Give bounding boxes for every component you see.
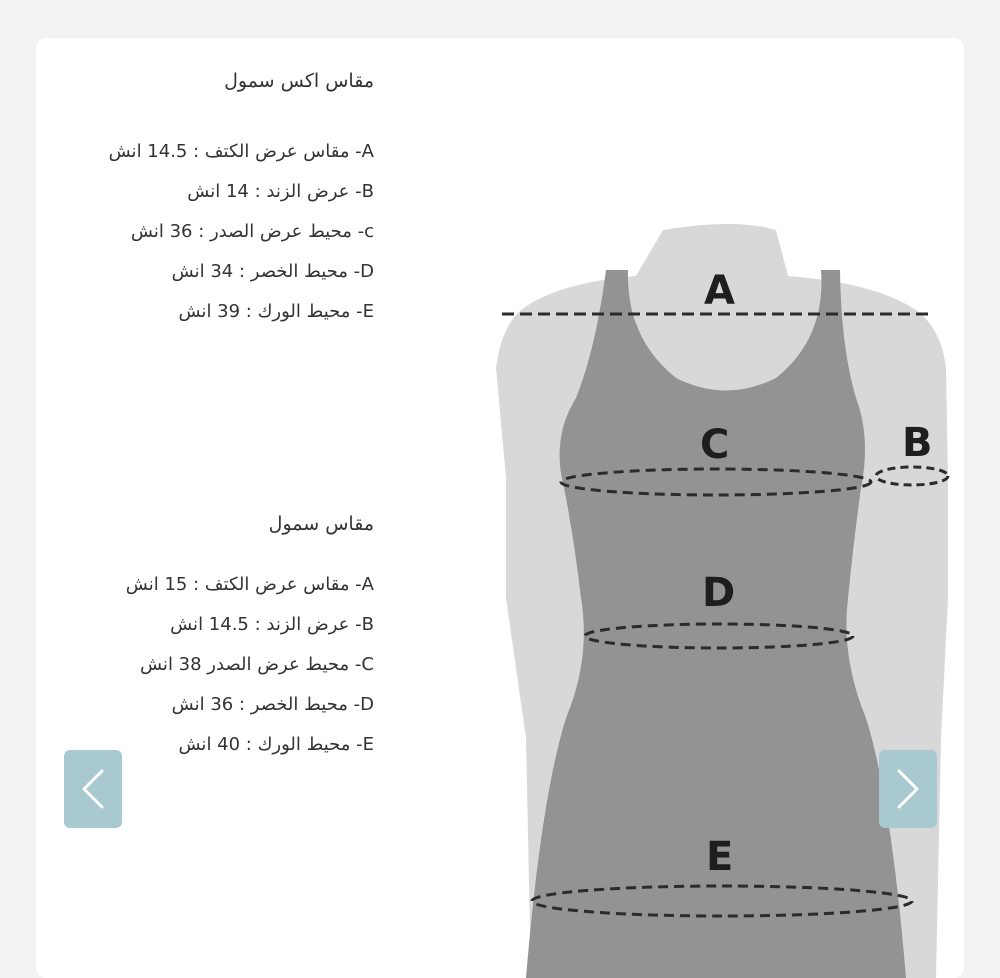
size-xsmall-line-b: B- عرض الزند : 14 انش bbox=[187, 181, 374, 202]
chevron-right-icon bbox=[893, 767, 923, 811]
size-xsmall-block bbox=[109, 70, 374, 332]
previous-image-button[interactable] bbox=[64, 750, 122, 828]
label-a: A bbox=[704, 268, 735, 314]
size-small-line-a: A- مقاس عرض الكتف : 15 انش bbox=[125, 574, 374, 595]
size-xsmall-line-a: A- مقاس عرض الكتف : 14.5 انش bbox=[108, 141, 374, 162]
size-small-line-b: B- عرض الزند : 14.5 انش bbox=[170, 614, 374, 635]
size-small-block bbox=[126, 513, 374, 765]
size-xsmall-line-d: D- محيط الخصر : 34 انش bbox=[171, 261, 374, 282]
size-small-line-c: C- محيط عرض الصدر 38 انش bbox=[139, 654, 374, 675]
size-xsmall-line-e: E- محيط الورك : 39 انش bbox=[178, 301, 374, 322]
label-d: D bbox=[702, 570, 736, 616]
size-xsmall-title: مقاس اكس سمول bbox=[224, 70, 374, 92]
size-xsmall-line-c: c- محيط عرض الصدر : 36 انش bbox=[130, 221, 374, 242]
label-b: B bbox=[902, 420, 933, 466]
size-small-line-e: E- محيط الورك : 40 انش bbox=[178, 734, 374, 755]
label-c: C bbox=[700, 422, 730, 468]
chevron-left-icon bbox=[78, 767, 108, 811]
size-small-line-d: D- محيط الخصر : 36 انش bbox=[171, 694, 374, 715]
label-e: E bbox=[706, 834, 734, 880]
size-small-title: مقاس سمول bbox=[268, 513, 374, 535]
next-image-button[interactable] bbox=[879, 750, 937, 828]
gallery-card bbox=[36, 38, 964, 978]
